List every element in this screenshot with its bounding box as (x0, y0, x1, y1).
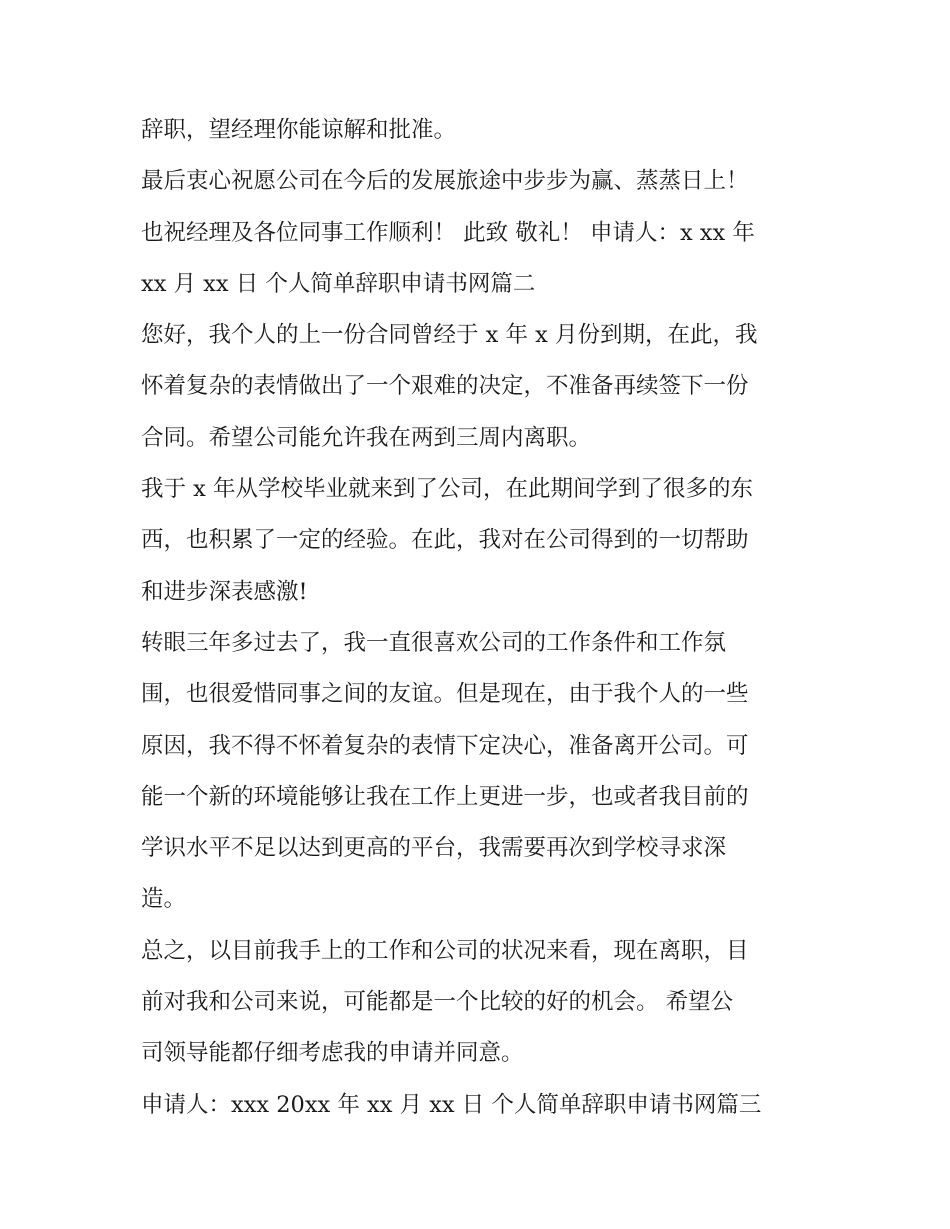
text-line: 申请人：xxx 20xx 年 xx 月 xx 日 个人简单辞职申请书网篇三 (141, 1091, 762, 1118)
text-line: 怀着复杂的表情做出了一个艰难的决定，不准备再续签下一份 (141, 373, 749, 400)
text-line: 学识水平不足以达到更高的平台，我需要再次到学校寻求深 (141, 835, 727, 862)
text-line: 最后衷心祝愿公司在今后的发展旅途中步步为赢、蒸蒸日上！ (141, 168, 749, 195)
text-line: 合同。希望公司能允许我在两到三周内离职。 (141, 424, 592, 451)
text-line: 司领导能都仔细考虑我的申请并同意。 (141, 1040, 524, 1067)
text-line: 辞职，望经理你能谅解和批准。 (141, 117, 457, 143)
text-line: 和进步深表感激! (141, 578, 308, 605)
text-line: 也祝经理及各位同事工作顺利！ 此致 敬礼！ 申请人：x xx 年 (141, 219, 755, 246)
text-line: 您好，我个人的上一份合同曾经于 x 年 x 月份到期，在此，我 (141, 322, 758, 349)
text-line: 造。 (141, 886, 187, 913)
text-line: 能一个新的环境能够让我在工作上更进一步，也或者我目前的 (141, 783, 749, 810)
text-line: 前对我和公司来说，可能都是一个比较的好的机会。 希望公 (141, 989, 734, 1016)
text-line: 原因，我不得不怀着复杂的表情下定决心，准备离开公司。可 (141, 732, 749, 759)
text-line: 总之，以目前我手上的工作和公司的状况来看，现在离职，目 (141, 937, 749, 964)
text-line: 西，也积累了一定的经验。在此，我对在公司得到的一切帮助 (141, 527, 749, 554)
text-line: 转眼三年多过去了，我一直很喜欢公司的工作条件和工作氛 (141, 629, 727, 656)
text-line: xx 月 xx 日 个人简单辞职申请书网篇二 (141, 270, 536, 297)
document-body (141, 105, 813, 1131)
text-line: 围，也很爱惜同事之间的友谊。但是现在，由于我个人的一些 (141, 681, 749, 708)
text-line: 我于 x 年从学校毕业就来到了公司，在此期间学到了很多的东 (141, 476, 753, 503)
